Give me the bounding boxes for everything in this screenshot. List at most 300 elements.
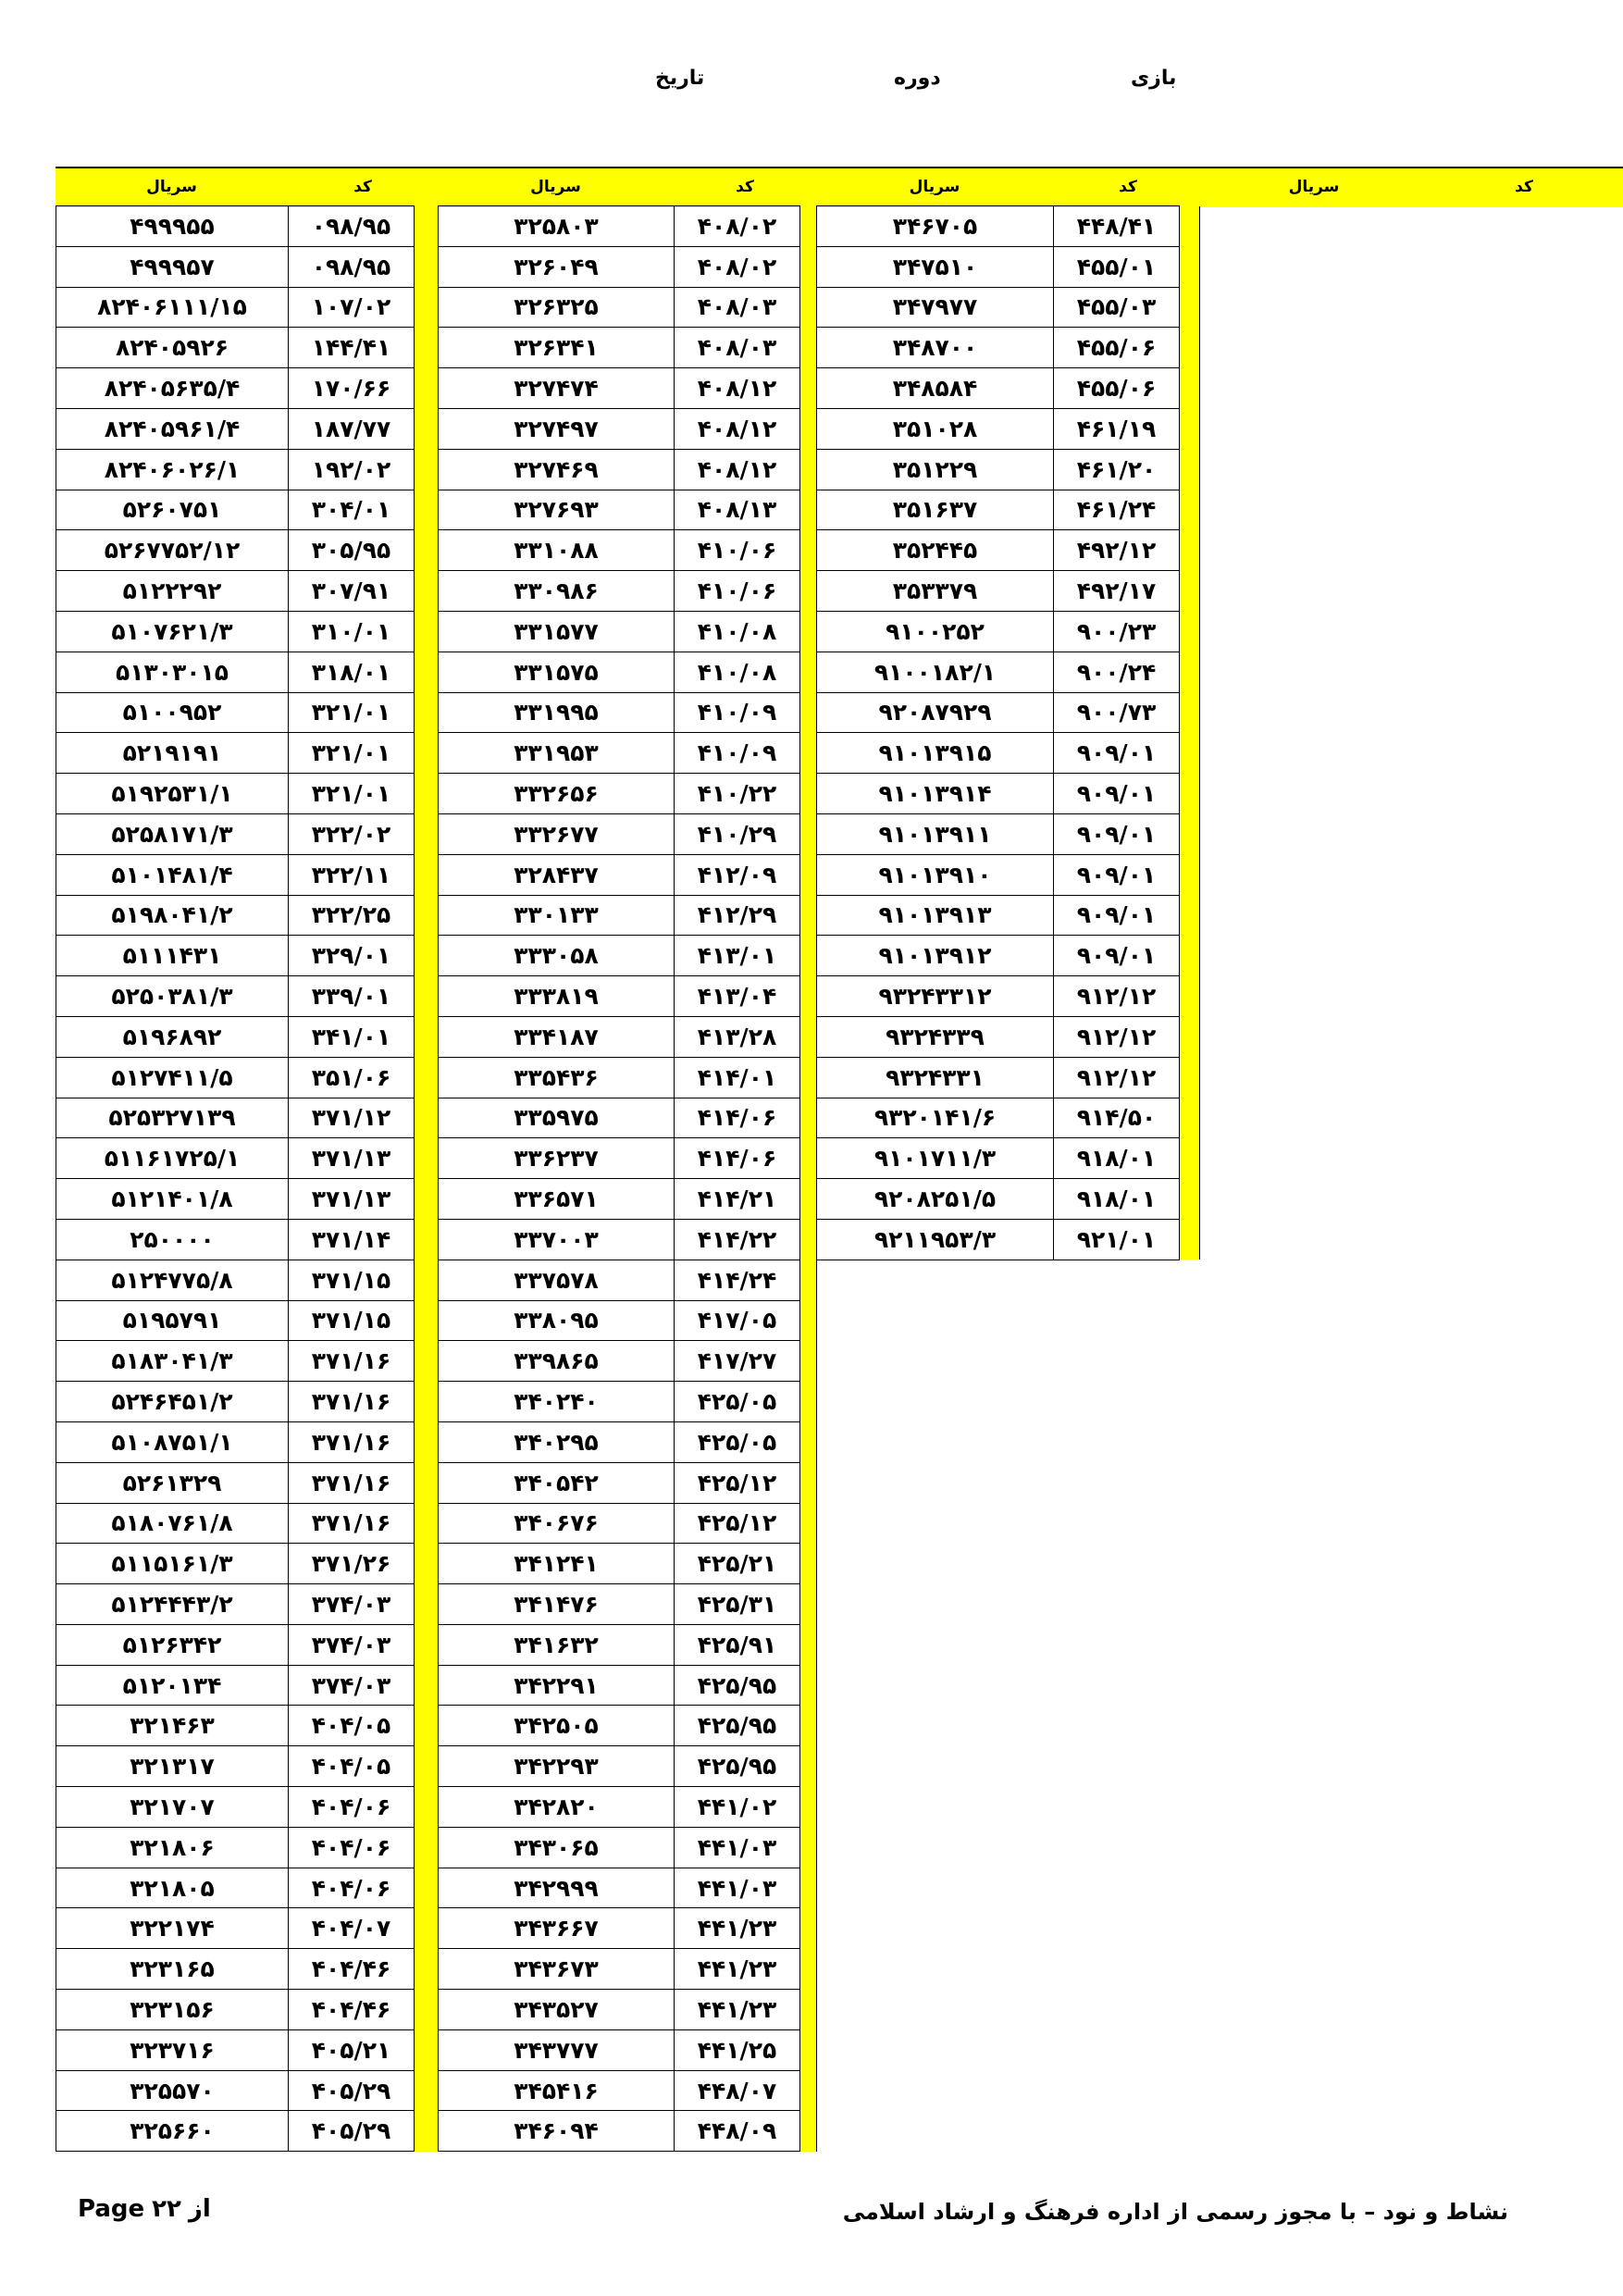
code-cell: ۱۸۷/۷۷ — [289, 408, 415, 449]
table-row — [56, 246, 439, 287]
serial-cell: ۳۴۰۲۴۰ — [439, 1382, 675, 1422]
code-cell: ۴۰۸/۰۲ — [675, 206, 800, 247]
row-marker — [800, 206, 817, 247]
code-cell: ۴۵۵/۰۶ — [1054, 368, 1180, 409]
code-cell: ۴۱۴/۰۶ — [675, 1138, 800, 1179]
code-cell: ۳۳۹/۰۱ — [289, 976, 415, 1017]
serial-cell: ۵۱۰۸۷۵۱/۱ — [56, 1421, 289, 1462]
row-marker — [415, 246, 439, 287]
row-marker — [415, 1544, 439, 1584]
table-row — [817, 490, 1200, 530]
table-row — [817, 1219, 1200, 1260]
serial-cell: ۳۴۳۵۲۷ — [439, 1990, 675, 2030]
row-marker — [800, 1300, 817, 1341]
code-cell: ۹۱۲/۱۲ — [1054, 976, 1180, 1017]
code-cell: ۳۴۱/۰۱ — [289, 1016, 415, 1057]
row-marker — [415, 854, 439, 895]
table-row — [56, 936, 439, 976]
serial-cell: ۳۲۱۳۱۷ — [56, 1746, 289, 1787]
table-row — [56, 2111, 439, 2152]
table-row — [56, 976, 439, 1017]
serial-cell: ۴۹۹۹۵۵ — [56, 206, 289, 247]
code-cell: ۴۱۳/۲۸ — [675, 1016, 800, 1057]
serial-cell: ۳۲۷۶۹۳ — [439, 490, 675, 530]
table-row — [439, 530, 817, 571]
code-cell: ۳۷۴/۰۳ — [289, 1665, 415, 1706]
row-marker — [800, 1827, 817, 1868]
serial-cell: ۳۳۲۶۷۷ — [439, 813, 675, 854]
code-cell: ۴۱۴/۲۲ — [675, 1219, 800, 1260]
table-row — [56, 774, 439, 814]
serial-cell: ۳۴۲۸۲۰ — [439, 1787, 675, 1828]
row-marker — [800, 328, 817, 368]
code-cell: ۴۰۸/۱۲ — [675, 368, 800, 409]
row-marker — [1180, 895, 1200, 936]
code-cell: ۳۷۱/۱۶ — [289, 1421, 415, 1462]
code-cell: ۴۰۵/۲۹ — [289, 2070, 415, 2111]
table-row — [56, 813, 439, 854]
code-cell: ۴۶۱/۱۹ — [1054, 408, 1180, 449]
code-cell: ۱۰۷/۰۲ — [289, 287, 415, 328]
serial-cell: ۳۳۳۸۱۹ — [439, 976, 675, 1017]
row-marker — [415, 206, 439, 247]
table-row — [817, 1057, 1200, 1098]
code-cell: ۳۷۱/۱۵ — [289, 1260, 415, 1300]
table-row — [439, 206, 817, 247]
code-cell: ۴۰۵/۲۹ — [289, 2111, 415, 2152]
code-cell: ۴۰۸/۱۲ — [675, 449, 800, 490]
code-cell: ۴۱۰/۰۸ — [675, 611, 800, 652]
table-row — [817, 854, 1200, 895]
serial-cell: ۸۲۴۰۵۹۶۱/۴ — [56, 408, 289, 449]
serial-cell: ۳۲۳۱۵۶ — [56, 1990, 289, 2030]
row-marker — [800, 1098, 817, 1138]
table-row — [439, 1949, 817, 1990]
serial-cell: ۳۳۴۱۸۷ — [439, 1016, 675, 1057]
table-row — [56, 328, 439, 368]
table-row — [56, 1300, 439, 1341]
header-serial-d: سریال — [1203, 168, 1425, 207]
code-cell: ۹۰۹/۰۱ — [1054, 774, 1180, 814]
serial-cell: ۳۳۷۵۷۸ — [439, 1260, 675, 1300]
row-marker — [415, 976, 439, 1017]
serial-cell: ۳۲۱۴۶۳ — [56, 1706, 289, 1746]
table-row — [56, 1382, 439, 1422]
table-row — [56, 2070, 439, 2111]
code-cell: ۳۷۱/۱۶ — [289, 1503, 415, 1544]
serial-cell: ۳۳۵۴۳۶ — [439, 1057, 675, 1098]
header-serial-a: سریال — [56, 168, 288, 207]
row-marker — [415, 2029, 439, 2070]
serial-cell: ۹۱۰۱۳۹۱۵ — [817, 733, 1054, 774]
row-marker — [1180, 733, 1200, 774]
serial-cell: ۳۳۶۵۷۱ — [439, 1179, 675, 1220]
row-marker — [1180, 813, 1200, 854]
row-marker — [1180, 774, 1200, 814]
row-marker — [415, 490, 439, 530]
code-cell: ۳۲۱/۰۱ — [289, 774, 415, 814]
row-marker — [415, 2070, 439, 2111]
row-marker — [800, 1665, 817, 1706]
header-code-a: کد — [288, 168, 438, 207]
serial-cell: ۸۲۴۰۶۱۱۱/۱۵ — [56, 287, 289, 328]
code-cell: ۹۰۰/۲۴ — [1054, 652, 1180, 692]
table-row — [439, 1544, 817, 1584]
row-marker — [800, 1057, 817, 1098]
serial-cell: ۳۲۱۸۰۵ — [56, 1868, 289, 1908]
code-cell: ۰۹۸/۹۵ — [289, 246, 415, 287]
header-code-b: کد — [674, 168, 816, 207]
table-row — [56, 1544, 439, 1584]
table-row — [817, 571, 1200, 612]
serial-cell: ۹۱۰۱۳۹۱۱ — [817, 813, 1054, 854]
serial-cell: ۳۴۶۷۰۵ — [817, 206, 1054, 247]
row-marker — [1180, 1138, 1200, 1179]
serial-cell: ۳۲۳۷۱۶ — [56, 2029, 289, 2070]
code-cell: ۴۱۰/۲۲ — [675, 774, 800, 814]
table-row — [817, 895, 1200, 936]
table-row — [56, 2029, 439, 2070]
code-cell: ۴۰۴/۰۶ — [289, 1827, 415, 1868]
row-marker — [415, 1827, 439, 1868]
row-marker — [800, 1624, 817, 1665]
code-cell: ۴۱۲/۰۹ — [675, 854, 800, 895]
code-cell: ۴۱۰/۰۹ — [675, 733, 800, 774]
code-cell: ۴۲۵/۳۱ — [675, 1584, 800, 1625]
code-cell: ۴۴۱/۲۵ — [675, 2029, 800, 2070]
table-row — [439, 1665, 817, 1706]
serial-cell: ۹۲۱۱۹۵۳/۳ — [817, 1219, 1054, 1260]
code-cell: ۳۱۰/۰۱ — [289, 611, 415, 652]
code-cell: ۴۴۱/۲۳ — [675, 1908, 800, 1949]
code-cell: ۴۴۸/۰۷ — [675, 2070, 800, 2111]
serial-cell: ۵۲۱۹۱۹۱ — [56, 733, 289, 774]
table-row — [56, 652, 439, 692]
serial-cell: ۳۴۱۶۳۲ — [439, 1624, 675, 1665]
code-cell: ۴۰۴/۰۷ — [289, 1908, 415, 1949]
page-number: ۲۲ — [152, 2195, 181, 2223]
code-cell: ۴۴۱/۲۳ — [675, 1990, 800, 2030]
row-marker — [415, 774, 439, 814]
serial-cell: ۳۴۶۰۹۴ — [439, 2111, 675, 2152]
row-marker — [800, 1544, 817, 1584]
table-row — [56, 1219, 439, 1260]
serial-cell: ۳۲۵۵۷۰ — [56, 2070, 289, 2111]
serial-cell: ۹۱۰۰۱۸۲/۱ — [817, 652, 1054, 692]
serial-cell: ۳۲۱۸۰۶ — [56, 1827, 289, 1868]
serial-cell: ۹۳۲۴۳۳۱ — [817, 1057, 1054, 1098]
code-cell: ۴۲۵/۱۲ — [675, 1462, 800, 1503]
serial-cell: ۵۱۲۷۴۱۱/۵ — [56, 1057, 289, 1098]
code-cell: ۳۲۲/۱۱ — [289, 854, 415, 895]
code-cell: ۹۱۸/۰۱ — [1054, 1179, 1180, 1220]
serial-cell: ۹۱۰۱۳۹۱۲ — [817, 936, 1054, 976]
serial-cell: ۳۳۵۹۷۵ — [439, 1098, 675, 1138]
table-row — [439, 774, 817, 814]
table-row — [56, 206, 439, 247]
serial-cell: ۳۲۶۰۴۹ — [439, 246, 675, 287]
row-marker — [800, 246, 817, 287]
row-marker — [1180, 1016, 1200, 1057]
table-row — [439, 328, 817, 368]
table-row — [439, 854, 817, 895]
row-marker — [415, 1584, 439, 1625]
row-marker — [415, 1421, 439, 1462]
serial-cell: ۵۱۲۰۱۳۴ — [56, 1665, 289, 1706]
table-row — [439, 1016, 817, 1057]
row-marker — [800, 733, 817, 774]
row-marker — [800, 1787, 817, 1828]
code-cell: ۳۷۱/۲۶ — [289, 1544, 415, 1584]
serial-cell: ۳۲۳۱۶۵ — [56, 1949, 289, 1990]
row-marker — [415, 1138, 439, 1179]
serial-cell: ۵۱۱۵۱۶۱/۳ — [56, 1544, 289, 1584]
table-row — [817, 1138, 1200, 1179]
table-row — [439, 976, 817, 1017]
code-cell: ۴۴۸/۰۹ — [675, 2111, 800, 2152]
serial-cell: ۵۱۰۱۴۸۱/۴ — [56, 854, 289, 895]
table-row — [56, 1990, 439, 2030]
code-cell: ۴۱۰/۰۸ — [675, 652, 800, 692]
serial-cell: ۲۵۰۰۰۰ — [56, 1219, 289, 1260]
serial-cell: ۵۱۲۶۳۴۲ — [56, 1624, 289, 1665]
table-row — [439, 1341, 817, 1382]
serial-cell: ۳۳۱۵۷۵ — [439, 652, 675, 692]
serial-cell: ۳۳۸۰۹۵ — [439, 1300, 675, 1341]
row-marker — [415, 1300, 439, 1341]
serial-cell: ۳۳۰۹۸۶ — [439, 571, 675, 612]
row-marker — [800, 368, 817, 409]
table-row — [439, 368, 817, 409]
table-row — [56, 1868, 439, 1908]
table-row — [439, 1624, 817, 1665]
table-row — [817, 976, 1200, 1017]
table-row — [56, 1746, 439, 1787]
row-marker — [800, 1219, 817, 1260]
code-cell: ۴۱۴/۰۶ — [675, 1098, 800, 1138]
row-marker — [800, 1260, 817, 1300]
serial-cell: ۹۱۰۱۳۹۱۴ — [817, 774, 1054, 814]
serial-cell: ۹۳۲۴۳۳۹ — [817, 1016, 1054, 1057]
serial-cell: ۵۱۸۰۷۶۱/۸ — [56, 1503, 289, 1544]
serial-cell: ۳۴۲۲۹۱ — [439, 1665, 675, 1706]
row-marker — [800, 1706, 817, 1746]
code-cell: ۴۲۵/۹۵ — [675, 1706, 800, 1746]
row-marker — [415, 571, 439, 612]
code-cell: ۳۰۷/۹۱ — [289, 571, 415, 612]
serial-cell: ۳۲۲۱۷۴ — [56, 1908, 289, 1949]
serial-cell: ۳۲۷۴۶۹ — [439, 449, 675, 490]
table-row — [56, 1016, 439, 1057]
table-row — [439, 571, 817, 612]
table-row — [439, 1421, 817, 1462]
row-marker — [800, 976, 817, 1017]
serial-cell: ۹۱۰۱۳۹۱۰ — [817, 854, 1054, 895]
code-cell: ۳۷۴/۰۳ — [289, 1584, 415, 1625]
table-row — [56, 571, 439, 612]
serial-cell: ۹۳۲۰۱۴۱/۶ — [817, 1098, 1054, 1138]
code-cell: ۴۱۷/۰۵ — [675, 1300, 800, 1341]
row-marker — [1180, 611, 1200, 652]
row-marker — [415, 1016, 439, 1057]
table-row — [439, 652, 817, 692]
table-row — [56, 1706, 439, 1746]
serial-cell: ۳۴۳۰۶۵ — [439, 1827, 675, 1868]
serial-cell: ۳۳۹۸۶۵ — [439, 1341, 675, 1382]
serial-cell: ۳۲۶۳۴۱ — [439, 328, 675, 368]
table-row — [56, 1341, 439, 1382]
table-row — [439, 490, 817, 530]
serial-cell: ۸۲۴۰۶۰۲۶/۱ — [56, 449, 289, 490]
serial-cell: ۸۲۴۰۵۶۳۵/۴ — [56, 368, 289, 409]
row-marker — [415, 1382, 439, 1422]
code-cell: ۴۰۴/۴۶ — [289, 1949, 415, 1990]
row-marker — [415, 1868, 439, 1908]
header-bazi-label: بازی — [1131, 67, 1177, 90]
row-marker — [800, 1908, 817, 1949]
code-cell: ۹۰۹/۰۱ — [1054, 733, 1180, 774]
serial-cell: ۹۱۰۰۲۵۲ — [817, 611, 1054, 652]
serial-cell: ۵۱۸۳۰۴۱/۳ — [56, 1341, 289, 1382]
serial-cell: ۵۲۶۷۷۵۲/۱۲ — [56, 530, 289, 571]
table-row — [56, 1421, 439, 1462]
table-row — [817, 813, 1200, 854]
code-cell: ۹۰۰/۷۳ — [1054, 692, 1180, 733]
table-row — [56, 854, 439, 895]
table-c — [816, 205, 1200, 1260]
header-serial-b: سریال — [438, 168, 674, 207]
table-row — [817, 774, 1200, 814]
row-marker — [1180, 571, 1200, 612]
row-marker — [1180, 936, 1200, 976]
row-marker — [415, 1057, 439, 1098]
serial-cell: ۳۳۲۶۵۶ — [439, 774, 675, 814]
row-marker — [415, 328, 439, 368]
serial-cell: ۵۱۲۲۲۹۲ — [56, 571, 289, 612]
table-row — [56, 1908, 439, 1949]
table-row — [439, 408, 817, 449]
table-row — [439, 2029, 817, 2070]
table-row — [439, 1382, 817, 1422]
table-row — [439, 1462, 817, 1503]
table-row — [56, 895, 439, 936]
code-cell: ۴۲۵/۰۵ — [675, 1421, 800, 1462]
table-row — [56, 1949, 439, 1990]
table-row — [817, 449, 1200, 490]
table-a — [56, 205, 439, 2152]
code-cell: ۴۱۴/۲۴ — [675, 1260, 800, 1300]
row-marker — [1180, 854, 1200, 895]
serial-cell: ۳۵۱۶۳۷ — [817, 490, 1054, 530]
table-row — [817, 1179, 1200, 1220]
row-marker — [1180, 1098, 1200, 1138]
row-marker — [415, 1503, 439, 1544]
row-marker — [415, 1219, 439, 1260]
row-marker — [415, 1990, 439, 2030]
code-cell: ۴۰۴/۰۵ — [289, 1746, 415, 1787]
table-row — [56, 1624, 439, 1665]
code-cell: ۹۰۹/۰۱ — [1054, 854, 1180, 895]
code-cell: ۴۹۲/۱۷ — [1054, 571, 1180, 612]
row-marker — [800, 895, 817, 936]
code-cell: ۹۰۰/۲۳ — [1054, 611, 1180, 652]
code-cell: ۴۱۰/۰۶ — [675, 571, 800, 612]
footer-page-number — [78, 2195, 218, 2223]
table-row — [439, 1057, 817, 1098]
code-cell: ۳۰۵/۹۵ — [289, 530, 415, 571]
code-cell: ۴۰۴/۰۵ — [289, 1706, 415, 1746]
table-row — [56, 449, 439, 490]
serial-cell: ۳۳۱۹۵۳ — [439, 733, 675, 774]
code-cell: ۳۷۱/۱۶ — [289, 1382, 415, 1422]
table-row — [817, 408, 1200, 449]
serial-cell: ۳۳۱۹۹۵ — [439, 692, 675, 733]
table-row — [56, 733, 439, 774]
serial-cell: ۳۴۷۵۱۰ — [817, 246, 1054, 287]
serial-cell: ۳۴۰۵۴۲ — [439, 1462, 675, 1503]
row-marker — [800, 1016, 817, 1057]
code-cell: ۴۵۵/۰۳ — [1054, 287, 1180, 328]
serial-cell: ۵۲۴۶۴۵۱/۲ — [56, 1382, 289, 1422]
code-cell: ۳۲۹/۰۱ — [289, 936, 415, 976]
code-cell: ۳۲۲/۰۲ — [289, 813, 415, 854]
serial-cell: ۳۴۳۷۷۷ — [439, 2029, 675, 2070]
row-marker — [800, 1341, 817, 1382]
code-cell: ۴۰۴/۰۶ — [289, 1787, 415, 1828]
code-cell: ۴۰۵/۲۱ — [289, 2029, 415, 2070]
row-marker — [415, 1179, 439, 1220]
table-row — [56, 1787, 439, 1828]
row-marker — [415, 652, 439, 692]
table-row — [56, 530, 439, 571]
row-marker — [415, 530, 439, 571]
table-row — [439, 1706, 817, 1746]
code-cell: ۴۱۰/۲۹ — [675, 813, 800, 854]
code-cell: ۴۲۵/۹۱ — [675, 1624, 800, 1665]
table-row — [439, 1584, 817, 1625]
of-word: از — [188, 2195, 211, 2223]
serial-cell: ۵۲۶۱۳۲۹ — [56, 1462, 289, 1503]
code-cell: ۹۰۹/۰۱ — [1054, 936, 1180, 976]
row-marker — [1180, 206, 1200, 247]
row-marker — [415, 1908, 439, 1949]
row-marker — [800, 1868, 817, 1908]
table-row — [56, 1098, 439, 1138]
code-cell: ۳۲۲/۲۵ — [289, 895, 415, 936]
code-cell: ۴۲۵/۲۱ — [675, 1544, 800, 1584]
table-row — [439, 611, 817, 652]
serial-cell: ۵۱۰۷۶۲۱/۳ — [56, 611, 289, 652]
row-marker — [415, 287, 439, 328]
row-marker — [415, 1746, 439, 1787]
row-marker — [800, 652, 817, 692]
row-marker — [800, 936, 817, 976]
row-marker — [800, 530, 817, 571]
code-cell: ۳۷۱/۱۲ — [289, 1098, 415, 1138]
serial-cell: ۳۲۶۳۲۵ — [439, 287, 675, 328]
serial-cell: ۳۴۵۴۱۶ — [439, 2070, 675, 2111]
code-cell: ۴۰۸/۱۳ — [675, 490, 800, 530]
code-cell: ۳۷۱/۱۵ — [289, 1300, 415, 1341]
row-marker — [800, 1462, 817, 1503]
table-row — [56, 287, 439, 328]
code-cell: ۴۱۷/۲۷ — [675, 1341, 800, 1382]
serial-cell: ۵۲۶۰۷۵۱ — [56, 490, 289, 530]
header-code-c: کد — [1053, 168, 1203, 207]
row-marker — [800, 2029, 817, 2070]
table-row — [439, 692, 817, 733]
serial-cell: ۳۲۱۷۰۷ — [56, 1787, 289, 1828]
